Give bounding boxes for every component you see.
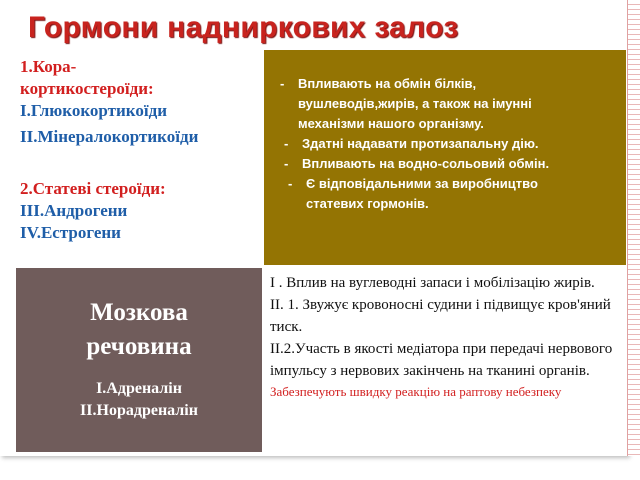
function-paragraph: ІІ.2.Участь в якості медіатора при передачі нервового імпульсу з нервових закінчень на тканині органів. bbox=[270, 341, 613, 379]
function-paragraph: ІІ. 1. Звужує кровоносні судини і підвищує кров'яний тиск. bbox=[270, 297, 611, 335]
slide-title: Гормони надниркових залоз bbox=[28, 11, 459, 44]
medulla-title: Мозкова речовина bbox=[86, 299, 192, 360]
function-paragraph: І . Вплив на вуглеводні запаси і мобілізацію жирів. bbox=[270, 275, 595, 291]
estrogens-item: ІV.Естрогени bbox=[20, 223, 121, 242]
function-item: - Здатні надавати протизапальну дію. bbox=[284, 136, 539, 151]
group2-heading: 2.Статеві стероїди: bbox=[20, 179, 166, 198]
adrenaline-item: І.Адреналін bbox=[96, 380, 182, 397]
medulla-hormones bbox=[16, 378, 262, 422]
slide-edge-decoration bbox=[627, 0, 640, 456]
group1-heading-line1: 1.Кора- bbox=[20, 57, 77, 76]
cortex-list bbox=[20, 56, 260, 244]
function-item: - Є відповідальними за виробництво статевих гормонів. bbox=[288, 176, 538, 211]
mineralocorticoids-item: ІІ.Мінералокортикоїди bbox=[20, 127, 199, 146]
cortex-functions-box bbox=[264, 50, 626, 265]
noradrenaline-item: ІІ.Норадреналін bbox=[80, 402, 198, 419]
glucocorticoids-item: І.Глюкокортикоїди bbox=[20, 101, 167, 120]
group1-heading-line2: кортикостероїди: bbox=[20, 79, 154, 98]
function-item: - Впливають на обмін білків, вушлеводів,жирів, а також на імунні механізми нашого організму. bbox=[280, 76, 532, 131]
medulla-functions bbox=[270, 272, 622, 401]
medulla-box bbox=[16, 268, 262, 452]
androgens-item: ІІІ.Андрогени bbox=[20, 201, 128, 220]
summary-note: Забезпечують швидку реакцію на раптову небезпеку bbox=[270, 384, 562, 399]
function-item: - Впливають на водно-сольовий обмін. bbox=[284, 156, 550, 171]
